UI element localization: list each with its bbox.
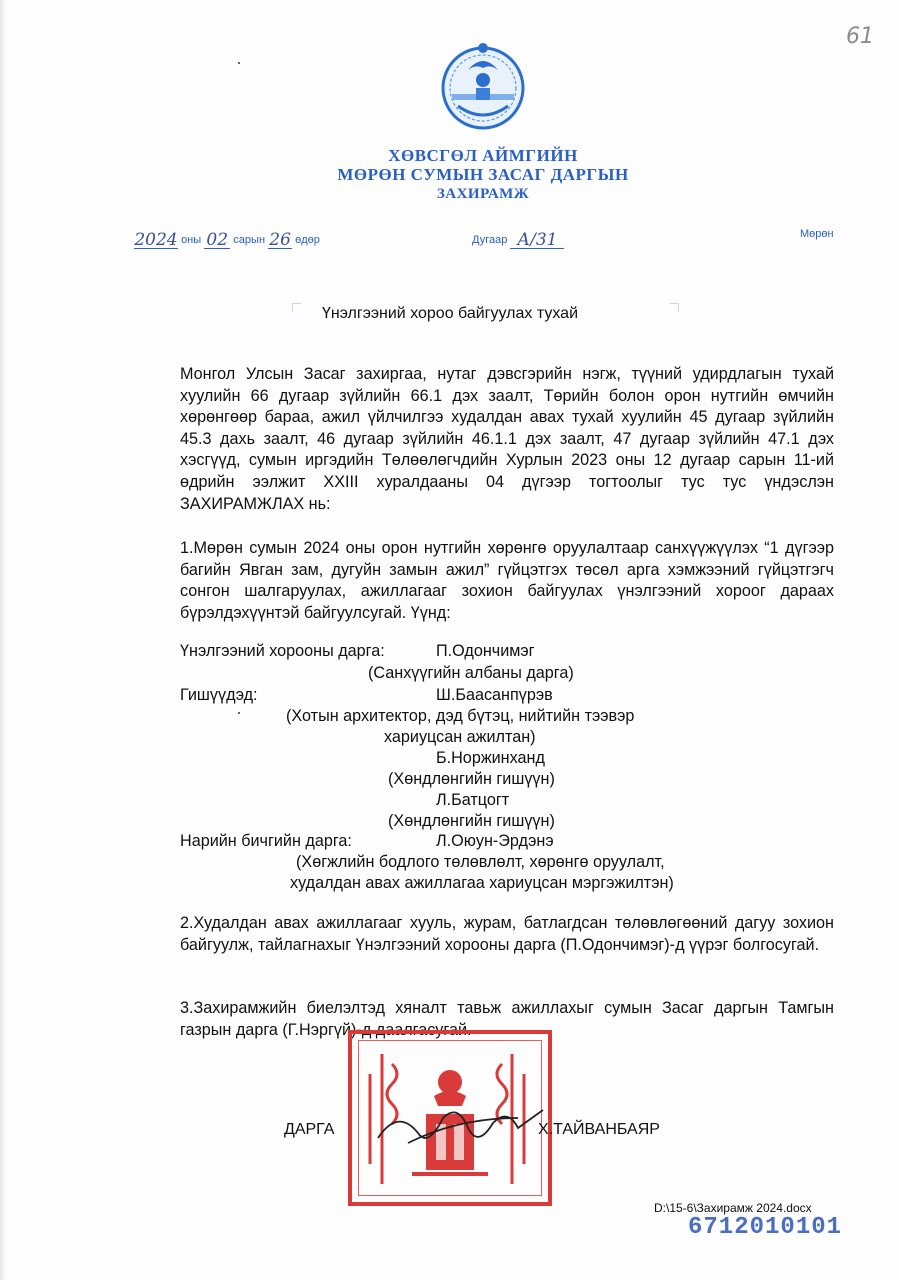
member1-role-line2: хариуцсан ажилтан): [384, 728, 536, 746]
month-label: сарын: [233, 234, 266, 246]
date-year-field: [134, 228, 178, 249]
secretary-role-line2: худалдан авах ажиллагаа хариуцсан мэргэжилтэн): [290, 874, 674, 892]
header-doc-type: ЗАХИРАМЖ: [436, 186, 530, 202]
secretary-name: Л.Оюун-Эрдэнэ: [436, 832, 554, 850]
member1-name: Ш.Баасанпүрэв: [436, 686, 553, 704]
members-label: Гишүүдэд:: [180, 686, 258, 704]
signatory-name: Х.ТАЙВАНБАЯР: [538, 1121, 660, 1138]
member2-name: Б.Норжинханд: [436, 749, 545, 767]
number-line: [472, 228, 564, 249]
scan-speck: [238, 712, 240, 714]
signatory-position: ДАРГА: [284, 1121, 335, 1138]
secretary-label: Нарийн бичгийн дарга:: [180, 832, 352, 850]
item-2: 2.Худалдан авах ажиллагааг хууль, журам, батлагдсан төлөвлөгөөний дагуу зохион байгуулж, тайлагнахыг Үнэлгээний хорооны дарга (П.Одончимэг)-д үүрэг болгосугай.: [180, 914, 834, 954]
scan-speck: [238, 62, 240, 64]
item-1: 1.Мөрөн сумын 2024 оны орон нутгийн хөрөнгө оруулалтаар санхүүжүүлэх “1 дүгээр багийн Явган зам, дугуйн замын ажил” гүйцэтгэх төсөл арга хэмжээний гүйцэтгэгч сонгон шалгаруулах, ажиллагааг зохион байгуулах үнэлгээний хороог дараах бүрэлдэхүүнтэй байгуулсугай. Үүнд:: [180, 539, 834, 622]
header-aimag: ХӨВСГӨЛ АЙМГИЙН: [388, 146, 578, 165]
handwritten-page-number: 61: [846, 24, 874, 49]
date-month: 02: [206, 230, 229, 250]
place: Мөрөн: [800, 228, 834, 240]
number-label: Дугаар: [472, 234, 508, 246]
year-label: оны: [181, 234, 202, 246]
header-governor: МӨРӨН СУМЫН ЗАСАГ ДАРГЫН: [337, 165, 629, 184]
document-title: Үнэлгээний хороо байгуулах тухай: [321, 305, 579, 322]
chair-role: (Санхүүгийн албаны дарга): [368, 664, 574, 682]
date-month-field: [204, 228, 230, 249]
chair-label: Үнэлгээний хорооны дарга:: [180, 642, 385, 660]
date-line: [134, 228, 320, 249]
date-year: 2024: [134, 230, 178, 250]
secretary-role-line1: (Хөгжлийн бодлого төлөвлөлт, хөрөнгө оруулалт,: [296, 853, 665, 871]
preamble-text: Монгол Улсын Засаг захиргаа, нутаг дэвсгэрийн нэгж, түүний удирдлагын тухай хуулийн 66 дугаар зүйлийн 66.1 дэх заалт, Төрийн болон орон нутгийн өмчийн хөрөнгөөр бараа, ажил үйлчилгээ худалдан авах тухай хуулийн 45 дугаар зүйлийн 45.3 дахь заалт, 46 дугаар зүйлийн 46.1.1 дэх заалт, 47 дугаар зүйлийн 47.1 дэх хэсгүүд, сумын иргэдийн Төлөөлөгчдийн Хурлын 2023 оны 12 дугаар сарын 11-ий өдрийн ээлжит XXIII хуралдааны 04 дүгээр тогтоолыг тус тус үндэслэн ЗАХИРАМЖЛАХ нь:: [180, 365, 834, 513]
doc-number: А/31: [517, 230, 558, 250]
date-day-field: [268, 228, 292, 249]
member3-name: Л.Батцогт: [436, 791, 510, 809]
date-day: 26: [269, 230, 291, 250]
state-emblem-icon: [438, 40, 528, 136]
preamble: [180, 364, 834, 515]
document-stamp-number: 6712010101: [688, 1214, 843, 1241]
scan-edge: [0, 0, 6, 1280]
member1-role-line1: (Хотын архитектор, дэд бүтэц, нийтийн тээвэр: [286, 707, 635, 725]
item-3: 3.Захирамжийн биелэлтэд хяналт тавьж ажиллахыг сумын Засаг даргын Тамгын газрын дарга (Г.Нэргүй)-д даалгасугай.: [180, 999, 834, 1039]
file-path: D:\15-6\Захирамж 2024.docx: [654, 1201, 812, 1215]
doc-number-field: [510, 228, 564, 249]
member3-role: (Хөндлөнгийн гишүүн): [388, 812, 555, 830]
day-label: өдөр: [295, 234, 320, 246]
chair-name: П.Одончимэг: [436, 642, 535, 660]
member2-role: (Хөндлөнгийн гишүүн): [388, 770, 555, 788]
